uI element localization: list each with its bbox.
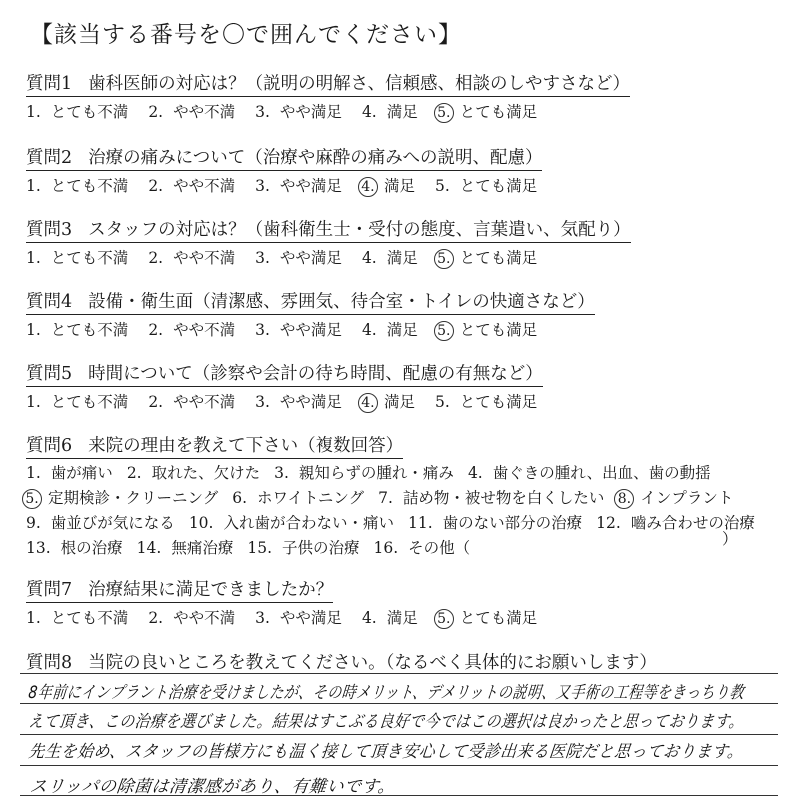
option-label: 歯並びが気になる bbox=[50, 514, 175, 532]
option[interactable] bbox=[362, 246, 418, 268]
option-number: 8. bbox=[614, 489, 634, 509]
question-5 bbox=[26, 360, 786, 413]
page-title: 【該当する番号を〇で囲んでください】 bbox=[30, 22, 462, 48]
option[interactable] bbox=[26, 606, 128, 628]
option-number: 3. bbox=[255, 103, 270, 121]
circled-option[interactable] bbox=[362, 174, 415, 197]
close-paren: ） bbox=[722, 530, 738, 548]
option-label: やや満足 bbox=[279, 609, 342, 627]
option-number: 12. bbox=[596, 514, 621, 532]
option-label: 歯ぐきの腫れ、出血、歯の動揺 bbox=[492, 464, 711, 482]
option[interactable] bbox=[468, 461, 711, 486]
option-label: とても満足 bbox=[459, 103, 538, 121]
circled-option[interactable] bbox=[438, 246, 538, 269]
question-1 bbox=[26, 70, 786, 123]
handwritten-answer-line: スリッパの除菌は清潔感があり、有難いです。 bbox=[28, 777, 397, 797]
option-number: 4. bbox=[361, 103, 377, 121]
option-number: 5. bbox=[434, 321, 454, 341]
option-number: 3. bbox=[255, 177, 270, 195]
question-3 bbox=[26, 216, 786, 269]
option[interactable] bbox=[26, 174, 128, 196]
option-row bbox=[26, 174, 786, 197]
question-heading: 質問8 当院の良いところを教えてください。（なるべく具体的にお願いします） bbox=[26, 653, 657, 673]
option-number: 2. bbox=[148, 103, 164, 121]
circled-option[interactable] bbox=[26, 486, 218, 511]
option-number: 2. bbox=[148, 609, 164, 627]
option-label: やや満足 bbox=[279, 177, 342, 195]
option[interactable] bbox=[26, 536, 123, 561]
circled-option[interactable] bbox=[438, 606, 538, 629]
option-number: 3. bbox=[255, 249, 270, 267]
option-label: 歯が痛い bbox=[50, 464, 113, 482]
option-row bbox=[26, 318, 786, 341]
option[interactable] bbox=[148, 318, 235, 340]
question-8 bbox=[26, 649, 786, 675]
option-label: やや不満 bbox=[173, 321, 236, 339]
option-label: とても不満 bbox=[50, 321, 129, 339]
option-number: 1. bbox=[26, 464, 41, 482]
option-number: 2. bbox=[148, 249, 164, 267]
option-row bbox=[26, 536, 786, 561]
option[interactable] bbox=[26, 461, 113, 486]
answer-line bbox=[20, 734, 778, 735]
option-label: とても不満 bbox=[50, 393, 129, 411]
handwritten-answer-line: 8年前にインプラント治療を受けましたが、その時メリット、デメリットの説明、又手術の工程等をきっちり教 bbox=[27, 683, 746, 703]
option-number: 4. bbox=[467, 464, 483, 482]
option[interactable] bbox=[435, 174, 537, 196]
option-row bbox=[26, 100, 786, 123]
option[interactable] bbox=[374, 536, 471, 561]
option[interactable] bbox=[255, 100, 342, 122]
option[interactable] bbox=[255, 174, 342, 196]
option-label: やや不満 bbox=[173, 103, 236, 121]
option[interactable] bbox=[274, 461, 454, 486]
option[interactable] bbox=[148, 606, 235, 628]
option[interactable] bbox=[26, 100, 128, 122]
circled-option[interactable] bbox=[362, 390, 415, 413]
question-6 bbox=[26, 432, 786, 561]
option[interactable] bbox=[255, 246, 342, 268]
question-heading: 質問2 治療の痛みについて（治療や麻酔の痛みへの説明、配慮） bbox=[26, 144, 542, 171]
option-label: とても不満 bbox=[50, 249, 129, 267]
option-number: 1. bbox=[26, 177, 41, 195]
option-number: 1. bbox=[26, 249, 41, 267]
question-7 bbox=[26, 576, 786, 629]
option-label: とても満足 bbox=[459, 321, 538, 339]
option-number: 4. bbox=[361, 249, 377, 267]
option-number: 7. bbox=[378, 489, 393, 507]
option[interactable] bbox=[26, 390, 128, 412]
option-number: 3. bbox=[274, 464, 289, 482]
option-number: 5. bbox=[434, 393, 450, 411]
option-label: 満足 bbox=[386, 321, 418, 339]
option[interactable] bbox=[148, 390, 235, 412]
answer-line bbox=[20, 703, 778, 704]
handwritten-answer-line: 先生を始め、スタッフの皆様方にも温く接して頂き安心して受診出来る医院だと思っております。 bbox=[27, 742, 745, 762]
option[interactable] bbox=[232, 486, 364, 511]
option-label: 満足 bbox=[383, 177, 415, 195]
option-row bbox=[26, 486, 786, 511]
option-row bbox=[26, 511, 786, 536]
option-label: 根の治療 bbox=[60, 539, 123, 557]
option-label: とても不満 bbox=[50, 177, 129, 195]
option-number: 3. bbox=[255, 393, 270, 411]
option-number: 4. bbox=[361, 609, 377, 627]
option-number: 1. bbox=[26, 609, 41, 627]
option-label: とても不満 bbox=[50, 609, 129, 627]
option-number: 5. bbox=[434, 103, 454, 123]
option-number: 16. bbox=[373, 539, 399, 557]
question-heading: 質問7 治療結果に満足できましたか？ bbox=[26, 576, 333, 603]
option-label: 満足 bbox=[386, 249, 418, 267]
option-label: とても満足 bbox=[459, 249, 538, 267]
option-label: やや満足 bbox=[279, 103, 342, 121]
circled-option[interactable] bbox=[618, 486, 733, 511]
option-row bbox=[26, 461, 786, 486]
option[interactable] bbox=[148, 100, 235, 122]
option-number: 1. bbox=[26, 321, 41, 339]
option-number: 1. bbox=[26, 103, 41, 121]
question-heading: 質問1 歯科医師の対応は？（説明の明解さ、信頼感、相談のしやすさなど） bbox=[26, 70, 630, 97]
option-number: 5. bbox=[434, 177, 450, 195]
option-label: とても満足 bbox=[459, 393, 538, 411]
circled-option[interactable] bbox=[438, 318, 538, 341]
question-2 bbox=[26, 144, 786, 197]
option[interactable] bbox=[26, 511, 175, 536]
option-label: 無痛治療 bbox=[171, 539, 234, 557]
question-4 bbox=[26, 288, 786, 341]
option-label: やや不満 bbox=[173, 609, 236, 627]
option[interactable] bbox=[378, 486, 604, 511]
option-number: 2. bbox=[148, 321, 164, 339]
option-number: 2. bbox=[126, 464, 142, 482]
option-label: やや不満 bbox=[173, 249, 236, 267]
option-label: インプラント bbox=[640, 489, 734, 507]
option-number: 3. bbox=[255, 609, 270, 627]
option[interactable] bbox=[247, 536, 359, 561]
option[interactable] bbox=[435, 390, 537, 412]
circled-option[interactable] bbox=[438, 100, 538, 123]
option-label: やや不満 bbox=[173, 177, 236, 195]
option-label: 嚙み合わせの治療 bbox=[630, 514, 755, 532]
option-row bbox=[26, 606, 786, 629]
option[interactable] bbox=[362, 318, 418, 340]
option-label: 親知らずの腫れ・痛み bbox=[298, 464, 454, 482]
option-row bbox=[26, 390, 786, 413]
option-label: 満足 bbox=[386, 103, 418, 121]
option[interactable] bbox=[127, 461, 260, 486]
option[interactable] bbox=[255, 390, 342, 412]
option[interactable] bbox=[148, 246, 235, 268]
option-number: 13. bbox=[26, 539, 51, 557]
option[interactable] bbox=[137, 536, 234, 561]
option-label: とても満足 bbox=[459, 609, 538, 627]
option-row bbox=[26, 246, 786, 269]
option-label: 満足 bbox=[383, 393, 415, 411]
option-number: 2. bbox=[148, 393, 164, 411]
answer-line bbox=[20, 765, 778, 766]
option-number: 5. bbox=[22, 489, 42, 509]
option-number: 10. bbox=[188, 514, 214, 532]
question-heading: 質問3 スタッフの対応は？（歯科衛生士・受付の態度、言葉遣い、気配り） bbox=[26, 216, 631, 243]
option-number: 15. bbox=[247, 539, 272, 557]
option[interactable] bbox=[189, 511, 394, 536]
option-label: 詰め物・被せ物を白くしたい bbox=[402, 489, 605, 507]
option-number: 5. bbox=[434, 249, 454, 269]
option-number: 14. bbox=[136, 539, 162, 557]
option[interactable] bbox=[148, 174, 235, 196]
option-label: 定期検診・クリーニング bbox=[48, 489, 219, 507]
option[interactable] bbox=[255, 318, 342, 340]
option[interactable] bbox=[26, 318, 128, 340]
option-label: 子供の治療 bbox=[282, 539, 360, 557]
option-number: 2. bbox=[148, 177, 164, 195]
option[interactable] bbox=[408, 511, 582, 536]
option-number: 3. bbox=[255, 321, 270, 339]
option-label: 取れた、欠けた bbox=[151, 464, 261, 482]
option-label: やや満足 bbox=[279, 321, 342, 339]
question-heading: 質問5 時間について（診察や会計の待ち時間、配慮の有無など） bbox=[26, 360, 543, 387]
option-label: やや満足 bbox=[279, 249, 342, 267]
option[interactable] bbox=[362, 606, 418, 628]
answer-line bbox=[20, 673, 778, 674]
option-number: 4. bbox=[361, 321, 377, 339]
option-number: 5. bbox=[434, 609, 454, 629]
option-label: とても不満 bbox=[50, 103, 129, 121]
option-number: 4. bbox=[358, 177, 378, 197]
option-label: とても満足 bbox=[459, 177, 538, 195]
option-label: やや不満 bbox=[173, 393, 236, 411]
option[interactable] bbox=[362, 100, 418, 122]
option-number: 11. bbox=[407, 514, 433, 532]
handwritten-answer-line: えて頂き、この治療を選びました。結果はすこぶる良好で今ではこの選択は良かったと思っております。 bbox=[27, 712, 745, 732]
option-number: 6. bbox=[232, 489, 247, 507]
option[interactable] bbox=[255, 606, 342, 628]
option-label: 満足 bbox=[386, 609, 418, 627]
option-label: やや満足 bbox=[279, 393, 342, 411]
option-number: 4. bbox=[358, 393, 378, 413]
question-heading: 質問6 来院の理由を教えて下さい（複数回答） bbox=[26, 432, 403, 459]
option[interactable] bbox=[26, 246, 128, 268]
option-label: 歯のない部分の治療 bbox=[442, 514, 583, 532]
option-number: 9. bbox=[26, 514, 41, 532]
option-label: ホワイトニング bbox=[257, 489, 365, 507]
option-label: その他（ bbox=[408, 539, 471, 557]
question-heading: 質問4 設備・衛生面（清潔感、雰囲気、待合室・トイレの快適さなど） bbox=[26, 288, 595, 315]
option-number: 1. bbox=[26, 393, 41, 411]
option-label: 入れ歯が合わない・痛い bbox=[223, 514, 394, 532]
